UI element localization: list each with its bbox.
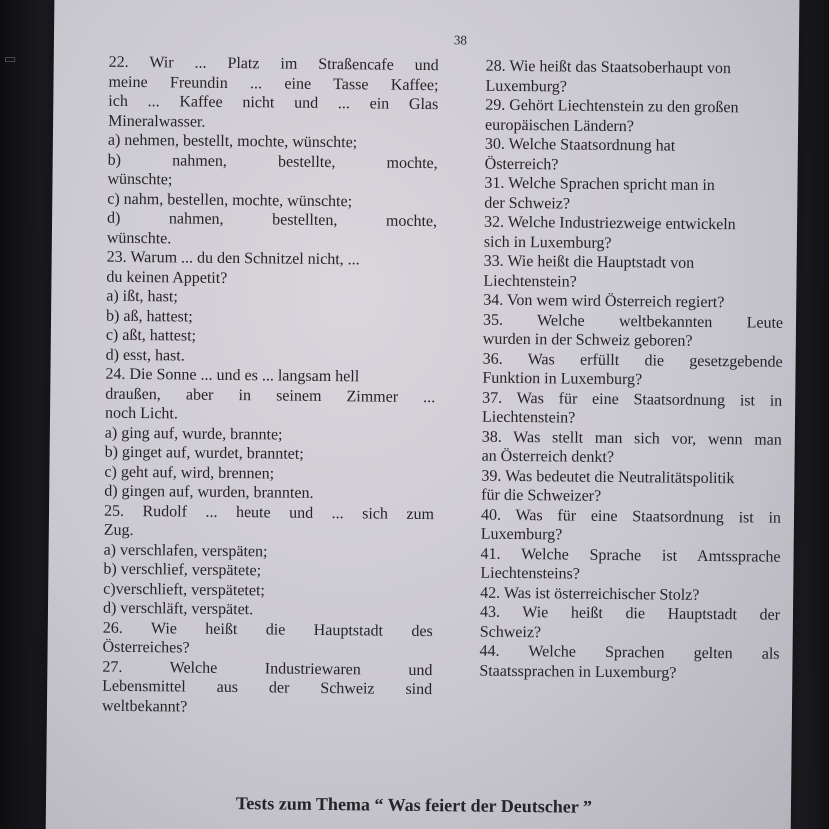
text-line: Mineralwasser. (108, 112, 206, 131)
text-line: noch Licht. (104, 404, 179, 423)
text-line: 28. Wie heißt das Staatsoberhaupt von (485, 57, 732, 78)
text-line: a) nehmen, bestellt, mochte, wünschte; (107, 131, 358, 152)
text-line: 25. Rudolf ... heute und ... sich zum (103, 502, 435, 523)
text-line: 33. Wie heißt die Hauptstadt von (483, 252, 695, 272)
text-line: Österreich? (484, 155, 559, 173)
text-line: weltbekannt? (101, 697, 188, 716)
text-line: 37. Was für eine Staatsordnung ist in (482, 389, 783, 410)
text-line: wünschte; (107, 170, 173, 189)
text-line: 23. Warum ... du den Schnitzel nicht, ... (106, 248, 360, 269)
text-line: du keinen Appetit? (106, 268, 228, 287)
text-line: meine Freundin ... eine Tasse Kaffee; (108, 73, 439, 94)
text-line: 40. Was für eine Staatsordnung ist in (480, 506, 782, 527)
text-line: 30. Welche Staatsordnung hat (484, 135, 676, 155)
text-line: 26. Wie heißt die Hauptstadt des (102, 619, 433, 640)
text-line: Luxemburg? (480, 525, 563, 544)
page-number: 38 (453, 32, 468, 48)
text-line: ich ... Kaffee nicht und ... ein Glas (108, 92, 439, 114)
text-line: 22. Wir ... Platz im Straßencafe und (108, 53, 439, 75)
text-line: 38. Was stellt man sich vor, wenn man (481, 428, 782, 449)
text-line: sich in Luxemburg? (483, 233, 612, 252)
text-line: Österreiches? (102, 638, 190, 657)
text-line: Funktion in Luxemburg? (482, 369, 643, 389)
text-line: 44. Welche Sprachen gelten als (479, 642, 780, 663)
text-line: 41. Welche Sprache ist Amtssprache (480, 545, 781, 566)
device-glyph: ▭ (4, 52, 17, 67)
text-line: 39. Was bedeutet die Neutralitätspolitik (481, 467, 735, 487)
text-line: Luxemburg? (485, 77, 568, 95)
text-line: c)verschlieft, verspätetet; (103, 580, 265, 599)
text-line: Zug. (103, 521, 134, 539)
left-column (102, 53, 439, 719)
text-line: Lebensmittel aus der Schweiz sind (102, 677, 433, 699)
text-line: Schweiz? (479, 623, 542, 641)
text-line: b) ginget auf, wurdet, branntet; (104, 443, 304, 463)
text-line: b) verschlief, verspätete; (103, 560, 262, 580)
section-title: Tests zum Thema “ Was feiert der Deutscher ” (235, 793, 593, 817)
book-page (46, 0, 800, 829)
text-line: a) ging auf, wurde, brannte; (104, 424, 283, 444)
text-line: wurden in der Schweiz geboren? (482, 330, 693, 350)
text-line: d) nahmen, bestellten, mochte, (107, 209, 438, 231)
text-line: b) nahmen, bestellte, mochte, (107, 151, 438, 172)
text-line: 35. Welche weltbekannten Leute (482, 311, 784, 332)
text-line: Liechtenstein? (481, 408, 576, 427)
text-line: wünschte. (106, 229, 172, 247)
text-line: b) aß, hattest; (105, 307, 193, 326)
text-line: 27. Welche Industriewaren und (102, 658, 433, 679)
text-line: Liechtenstein? (483, 272, 577, 291)
text-line: c) geht auf, wird, brennen; (104, 463, 275, 482)
text-line: Liechtensteins? (480, 564, 580, 583)
text-line: europäischen Ländern? (485, 116, 634, 135)
right-column (479, 57, 786, 684)
text-line: d) gingen auf, wurden, brannten. (104, 482, 314, 502)
text-line: d) verschläft, verspätet. (102, 599, 254, 619)
text-line: der Schweiz? (484, 194, 571, 213)
text-line: 32. Welche Industriezweige entwickeln (483, 213, 736, 234)
text-line: für die Schweizer? (481, 486, 602, 505)
text-line: 29. Gehört Liechtenstein zu den großen (485, 96, 739, 117)
text-line: 31. Welche Sprachen spricht man in (484, 174, 715, 195)
text-line: 42. Was ist österreichischer Stolz? (480, 584, 700, 604)
text-line: an Österreich denkt? (481, 447, 615, 467)
text-line: Staatssprachen in Luxemburg? (479, 662, 677, 682)
text-line: 43. Wie heißt die Hauptstadt der (479, 603, 781, 624)
text-line: a) ißt, hast; (106, 287, 178, 306)
text-line: 36. Was erfüllt die gesetzgebende (482, 350, 783, 371)
text-line: a) verschlafen, verspäten; (103, 541, 268, 560)
text-line: 24. Die Sonne ... und es ... langsam hell (105, 365, 360, 386)
text-line: draußen, aber in seinem Zimmer ... (105, 385, 436, 406)
text-line: c) aßt, hattest; (105, 326, 197, 345)
text-line: 34. Von wem wird Österreich regiert? (483, 291, 725, 312)
text-line: c) nahm, bestellen, mochte, wünschte; (107, 190, 353, 210)
text-line: d) esst, hast. (105, 346, 185, 365)
